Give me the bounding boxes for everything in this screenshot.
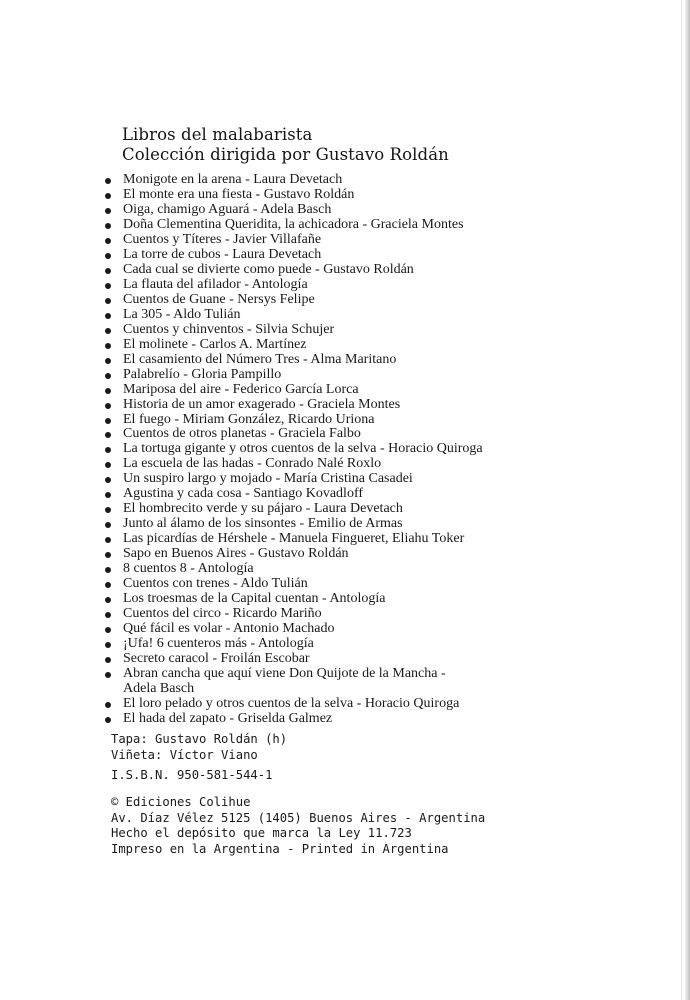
vignette-credit: Viñeta: Víctor Viano (111, 747, 258, 762)
credits (111, 732, 287, 763)
bullet-icon (105, 388, 111, 394)
bullet-icon (105, 597, 111, 603)
book-title: El loro pelado y otros cuentos de la selva - Horacio Quiroga (123, 695, 460, 711)
book-item (103, 188, 483, 203)
bullet-icon (105, 612, 111, 618)
bullet-icon (105, 253, 111, 259)
book-title: Cada cual se divierte como puede - Gustavo Roldán (123, 261, 414, 277)
book-title: Monigote en la arena - Laura Devetach (123, 172, 343, 187)
bullet-icon (105, 223, 111, 229)
book-title: El casamiento del Número Tres - Alma Maritano (123, 351, 397, 367)
book-title: Sapo en Buenos Aires - Gustavo Roldán (123, 546, 349, 562)
book-item (103, 233, 483, 248)
book-item (103, 667, 483, 682)
book-item (103, 353, 483, 368)
isbn: I.S.B.N. 950-581-544-1 (111, 768, 273, 782)
book-item (103, 308, 483, 323)
book-title: Los troesmas de la Capital cuentan - Antología (123, 591, 386, 607)
book-item (103, 532, 483, 547)
bullet-icon (105, 432, 111, 438)
book-title: Qué fácil es volar - Antonio Machado (123, 621, 335, 637)
bullet-icon (105, 208, 111, 214)
book-title: El molinete - Carlos A. Martínez (123, 336, 307, 352)
book-item (103, 577, 483, 592)
series-title: Libros del malabarista (122, 125, 313, 144)
book-item (103, 607, 483, 622)
book-item-continuation (103, 682, 483, 697)
book-title: Junto al álamo de los sinsontes - Emilio de Armas (123, 516, 403, 532)
bullet-icon (105, 567, 111, 573)
bullet-icon (105, 373, 111, 379)
book-item (103, 203, 483, 218)
book-item (103, 697, 483, 712)
bullet-icon (105, 582, 111, 588)
book-item (103, 487, 483, 502)
book-title: Cuentos y chinventos - Silvia Schujer (123, 321, 335, 337)
book-item (103, 712, 483, 727)
book-title: Agustina y cada cosa - Santiago Kovadloff (123, 486, 364, 502)
book-item (103, 502, 483, 517)
book-title: El fuego - Miriam González, Ricardo Uriona (123, 411, 375, 427)
book-title: La flauta del afilador - Antología (123, 276, 308, 292)
bullet-icon (105, 283, 111, 289)
series-director: Colección dirigida por Gustavo Roldán (122, 145, 449, 164)
book-title: Cuentos del circo - Ricardo Mariño (123, 606, 322, 622)
book-item (103, 472, 483, 487)
copyright-line: © Ediciones Colihue (111, 795, 251, 809)
bullet-icon (105, 328, 111, 334)
page-edge-line (681, 0, 682, 1000)
book-title: Historia de un amor exagerado - Graciela Montes (123, 396, 401, 412)
book-item (103, 338, 483, 353)
book-title: Mariposa del aire - Federico García Lorca (123, 381, 359, 397)
bullet-icon (105, 313, 111, 319)
cover-credit: Tapa: Gustavo Roldán (h) (111, 732, 288, 746)
book-item (103, 547, 483, 562)
book-title: Cuentos y Títeres - Javier Villafañe (123, 231, 322, 247)
book-item (103, 368, 483, 383)
book-title: La tortuga gigante y otros cuentos de la selva - Horacio Quiroga (123, 441, 483, 457)
book-item (103, 457, 483, 472)
bullet-icon (105, 462, 111, 468)
book-title: La escuela de las hadas - Conrado Nalé Roxlo (123, 456, 382, 472)
book-title: Oiga, chamigo Aguará - Adela Basch (123, 201, 332, 217)
book-item (103, 383, 483, 398)
bullet-icon (105, 358, 111, 364)
book-title: Cuentos de Guane - Nersys Felipe (123, 291, 315, 307)
publisher-info (111, 795, 485, 857)
bullet-icon (105, 477, 111, 483)
bullet-icon (105, 418, 111, 424)
series-header (122, 125, 449, 165)
book-title: Cuentos con trenes - Aldo Tulián (123, 576, 308, 592)
book-title: El hada del zapato - Griselda Galmez (123, 710, 333, 726)
book-item (103, 248, 483, 263)
bullet-icon (105, 507, 111, 513)
bullet-icon (105, 447, 111, 453)
book-item (103, 442, 483, 457)
bullet-icon (105, 702, 111, 708)
book-title-continuation: Adela Basch (123, 680, 195, 696)
book-item (103, 562, 483, 577)
bullet-icon (105, 492, 111, 498)
book-title: Cuentos de otros planetas - Graciela Falbo (123, 426, 361, 442)
bullet-icon (105, 537, 111, 543)
bullet-icon (105, 178, 111, 184)
book-title: ¡Ufa! 6 cuenteros más - Antología (123, 636, 314, 652)
book-item (103, 398, 483, 413)
book-item (103, 263, 483, 278)
bullet-icon (105, 238, 111, 244)
book-item (103, 173, 483, 188)
page-edge-shadow (684, 0, 690, 1000)
book-title: El hombrecito verde y su pájaro - Laura Devetach (123, 501, 403, 517)
bullet-icon (105, 552, 111, 558)
book-item (103, 278, 483, 293)
address-line: Av. Díaz Vélez 5125 (1405) Buenos Aires - Argentina (111, 810, 486, 825)
printed-line: Impreso en la Argentina - Printed in Argentina (111, 841, 449, 856)
book-title: El monte era una fiesta - Gustavo Roldán (123, 186, 355, 202)
book-title: Doña Clementina Queridita, la achicadora - Graciela Montes (123, 216, 464, 232)
bullet-icon (105, 672, 111, 678)
bullet-icon (105, 657, 111, 663)
bullet-icon (105, 193, 111, 199)
book-title: 8 cuentos 8 - Antología (123, 561, 254, 577)
book-item (103, 323, 483, 338)
book-item (103, 652, 483, 667)
book-title: Abran cancha que aquí viene Don Quijote de la Mancha - (123, 665, 446, 681)
book-title: Palabrelío - Gloria Pampillo (123, 366, 282, 382)
book-item (103, 427, 483, 442)
book-item (103, 592, 483, 607)
book-item (103, 293, 483, 308)
bullet-icon (105, 627, 111, 633)
bullet-icon (105, 268, 111, 274)
bullet-icon (105, 343, 111, 349)
bullet-icon (105, 403, 111, 409)
book-title: La 305 - Aldo Tulián (123, 306, 241, 322)
book-item (103, 413, 483, 428)
book-title: Secreto caracol - Froilán Escobar (123, 651, 310, 666)
bullet-icon (105, 298, 111, 304)
book-title: Un suspiro largo y mojado - María Cristina Casadei (123, 471, 413, 487)
book-item (103, 218, 483, 233)
book-title: Las picardías de Hérshele - Manuela Fingueret, Eliahu Toker (123, 531, 465, 547)
book-list (103, 173, 483, 727)
bullet-icon (105, 522, 111, 528)
book-title: La torre de cubos - Laura Devetach (123, 246, 322, 262)
legal-deposit-line: Hecho el depósito que marca la Ley 11.723 (111, 826, 412, 840)
book-item (103, 622, 483, 637)
book-item (103, 637, 483, 652)
book-item (103, 517, 483, 532)
bullet-icon (105, 642, 111, 648)
bullet-icon (105, 717, 111, 723)
